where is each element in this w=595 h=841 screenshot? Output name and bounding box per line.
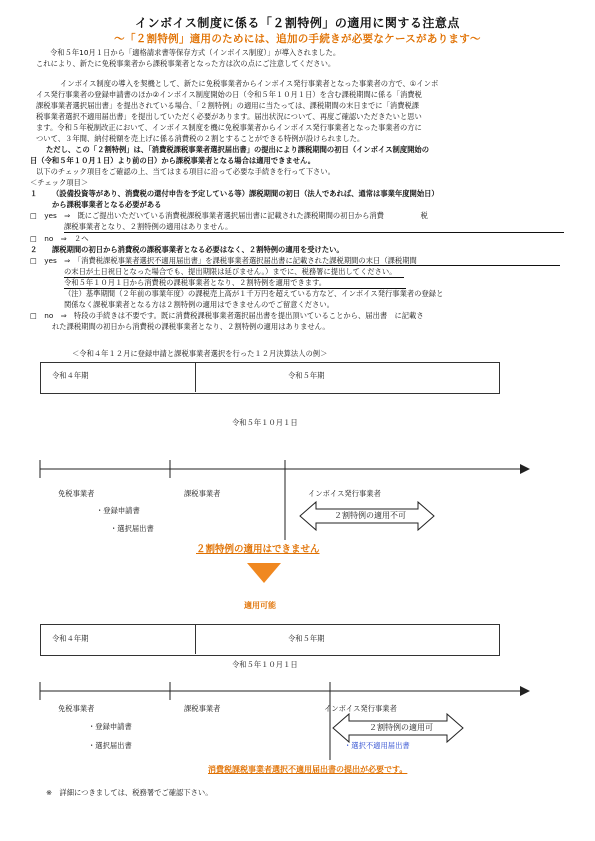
- para1-line-3: 課税事業者選択届出書」を提出されている場合、「２割特例」の適用に当たっては、課税期間の末日までに「消費税課: [36, 101, 420, 110]
- para1-line-4: 税事業者選択不適用届出書」を提出していただく必要があります。届出状況について、再度ご確認いただきたいと思い: [36, 112, 422, 121]
- q1-text-line-2: から課税事業者となる必要がある: [52, 200, 162, 209]
- diagram2-period-right: 令和５年期: [288, 634, 325, 643]
- diagram2-period-left: 令和４年期: [52, 634, 89, 643]
- check-header: ＜チェック項目＞: [30, 178, 89, 187]
- para2-line-3: 以下のチェック項目をご確認の上、当てはまる項目に沿って必要な手続きを行って下さい。: [36, 167, 335, 176]
- q2-note-line-1: （注）基準期間（２年前の事業年度）の課税売上高が１千万円を超えている方など、インボイス発行事業者の登録と: [64, 289, 444, 298]
- diagram2-date: 令和５年１０月１日: [232, 660, 298, 669]
- diagram2-arrow-label: ２割特例の適用可: [369, 723, 433, 732]
- para2-line-1: ただし、この「２割特例」は、「消費税課税事業者選択届出書」の提出により課税期間の初日（インボイス制度開始の: [46, 145, 430, 154]
- footer-note: ※ 詳細につきましては、税務署でご確認下さい。: [46, 788, 213, 797]
- page-title: インボイス制度に係る「２割特例」の適用に関する注意点: [135, 16, 460, 30]
- diagram1-item-2: ・選択届出書: [110, 524, 154, 533]
- diagram1-label-exempt: 免税事業者: [58, 489, 95, 498]
- diagram2-label-taxable: 課税事業者: [184, 704, 221, 713]
- diagram2-item-1: ・登録申請書: [88, 722, 132, 731]
- diagram1-date: 令和５年１０月１日: [232, 418, 298, 427]
- para1-line-2: イス発行事業者の登録申請書のほか②インボイス制度開始の日（令和５年１０月１日）を含む課税期間に係る「消費税: [36, 90, 422, 99]
- diagram1-label-invoice: インボイス発行事業者: [308, 489, 381, 498]
- diagram2-period-row: [40, 624, 500, 656]
- q2-note-line-2: 関係なく課税事業者となる方は２割特例の適用はできませんのでご留意ください。: [64, 300, 334, 309]
- diagram2-item-2: ・選択届出書: [88, 741, 132, 750]
- diagram2-result: 消費税課税事業者選択不適用届出書の提出が必要です。: [208, 765, 408, 774]
- q2-text-line-1: 課税期間の初日から消費税の課税事業者となる必要はなく、２割特例の適用を受けたい。: [52, 245, 344, 254]
- q1-no-line: □ no ⇒ ２へ: [30, 234, 89, 243]
- para1-line-6: ついて、３年間、納付税額を売上げに係る消費税の２割とすることができる特例が設けられました。: [36, 134, 365, 143]
- para1-line-5: ます。令和５年税制改正において、インボイス制度を機に免税事業者からインボイス発行事業者となった事業者の方に: [36, 123, 422, 132]
- intro-line-1: 令和５年10月１日から「適格請求書等保存方式（インボイス制度）」が導入されました。: [50, 48, 341, 57]
- diagram2-label-invoice: インボイス発行事業者: [324, 704, 397, 713]
- q1-yes-line-1: □ yes ⇒ 既にご提出いただいている消費税課税事業者選択届出書に記載された課税期間の初日から消費 税: [30, 211, 428, 220]
- q2-yes-line-3: 令和５年１０月１日から消費税の課税事業者となり、２割特例を適用できます。: [64, 278, 327, 287]
- page-subtitle: ～「２割特例」適用のためには、追加の手続きが必要なケースがあります～: [114, 33, 481, 45]
- diagram1-arrow-label: ２割特例の適用不可: [334, 511, 406, 520]
- para2-line-2: 日（令和５年１０月１日）より前の日）から課税事業者となる場合は適用できません。: [30, 156, 316, 165]
- q2-no-line-2: れた課税期間の初日から消費税の課税事業者となり、２割特例の適用はありません。: [52, 322, 330, 331]
- diagram1-label-taxable: 課税事業者: [184, 489, 221, 498]
- intro-line-2: これにより、新たに免税事業者から課税事業者となった方は次の点にご注意してください。: [36, 59, 336, 68]
- q2-yes-line-1: □ yes ⇒ 「消費税課税事業者選択不適用届出書」を課税事業者選択届出書に記載された課税期間の末日（課税期間: [30, 256, 417, 265]
- transition-label: 適用可能: [244, 601, 276, 610]
- q2-number: ２: [30, 245, 38, 254]
- example-caption: ＜令和４年１２月に登録申請と課税事業者選択を行った１２月決算法人の例＞: [72, 349, 328, 358]
- q2-yes-line-2: の末日が土日祝日となった場合でも、提出期限は延びません。）までに、税務署に提出してください。: [64, 267, 397, 276]
- q2-no-line-1: □ no ⇒ 特段の手続きは不要です。既に消費税課税事業者選択届出書を提出頂いていることから、届出書 に記載さ: [30, 311, 424, 320]
- diagram2-label-exempt: 免税事業者: [58, 704, 95, 713]
- q1-yes-line-2: 課税事業者となり、２割特例の適用はありません。: [64, 222, 233, 231]
- diagram1-period-right: 令和５年期: [288, 371, 325, 380]
- diagram2-period-divider: [195, 624, 196, 654]
- q1-number: １: [30, 189, 38, 198]
- diagram1-item-1: ・登録申請書: [96, 506, 140, 515]
- q1-text-line-1: （設備投資等があり、消費税の還付申告を予定している等）課税期間の初日（法人であれば、通常は事業年度開始日）: [52, 189, 439, 198]
- diagram1-result: ２割特例の適用はできません: [196, 544, 320, 555]
- diagram1-period-left: 令和４年期: [52, 371, 89, 380]
- diagram2-item-3: ・選択不適用届出書: [344, 741, 410, 750]
- para1-line-1: インボイス制度の導入を契機として、新たに免税事業者からインボイス発行事業者となった事業者の方で、①インボ: [60, 79, 439, 88]
